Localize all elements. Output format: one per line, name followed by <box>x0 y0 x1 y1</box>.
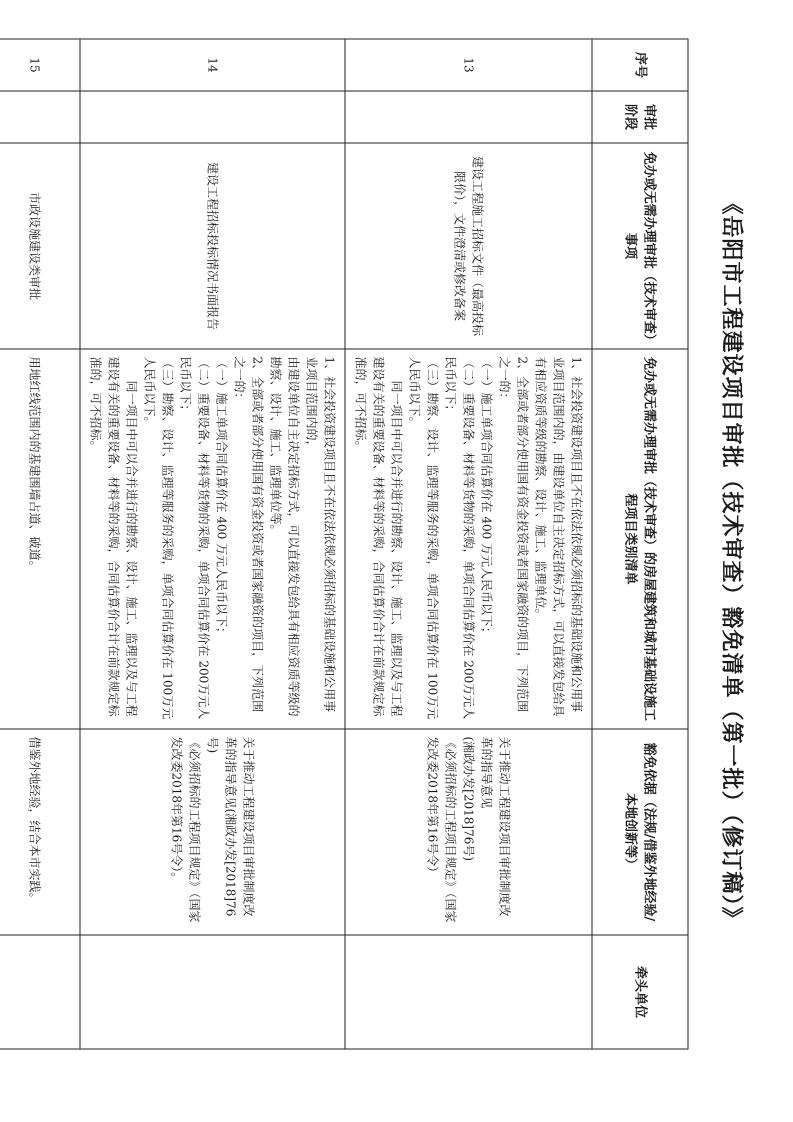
row-basis <box>345 729 592 935</box>
row-item: 市政设施建设类审批 <box>0 143 80 349</box>
category-line: （三）勘察、设计、监理等服务的采购，单项合同估算价在 100万元人民币以下。 <box>142 356 175 720</box>
header-basis: 豁免依据（法规/借鉴外地经验/本地创新等） <box>592 729 688 935</box>
category-line: 2、全部或者部分使用国有资金投资或者国家融资的项目，下列范围之一的： <box>497 356 530 713</box>
basis-line: 借鉴外地经验，结合本市实践。 <box>28 736 42 905</box>
category-line: （二）重要设备、材料等货物的采购，单项合同估算价在 200万元人民币以下； <box>178 356 211 720</box>
category-line: （二）重要设备、材料等货物的采购，单项合同估算价在 200万元人民币以下； <box>443 356 476 720</box>
header-row <box>592 39 688 1049</box>
row-index: 15 <box>0 39 80 91</box>
row-basis <box>80 729 345 935</box>
row-item: 建设工程招标投标情况书面报告 <box>80 143 345 349</box>
row-lead <box>80 935 345 1049</box>
exemption-table <box>0 39 689 1050</box>
row-index: 13 <box>345 39 592 91</box>
row-lead <box>345 935 592 1049</box>
basis-line: 关于推动工程建设项目审批制度改革的指导意见 <box>479 736 512 917</box>
row-stage <box>345 91 592 143</box>
category-line: 1、社会投资建设项目且不在依法依规必须招标的基础设施和公用事业项目范围内的，由建设单位自主决定招标方式，可以直接发包给具有相应资质等级的勘察、设计、施工、监理单位。 <box>533 356 584 717</box>
row-stage <box>0 91 80 143</box>
row-category <box>345 349 592 729</box>
table-row <box>80 39 345 1049</box>
category-line: 2、全部或者部分使用国有资金投资或者国家融资的项目，下列范围之一的： <box>232 356 265 713</box>
basis-line: 关于推动工程建设项目审批制度改革的指导意见(湘政办发[2018]76号) <box>205 736 256 917</box>
header-lead: 牵头单位 <box>592 935 688 1049</box>
row-item: 建设工程施工招标文件（最高投标限价），文件澄清或修改备案 <box>345 143 592 349</box>
table-row <box>345 39 592 1049</box>
category-line: 由建设单位自主决定招标方式，可以直接发包给具有相应资质等级的勘察、设计、施工、监理单位等。 <box>268 356 301 717</box>
basis-line: 《必须招标的工程项目规定》（国家发改委2018年第16号令）。 <box>169 736 202 923</box>
row-stage <box>80 91 345 143</box>
header-item: 免办或无需办理审批（技术审查）事项 <box>592 143 688 349</box>
table-row <box>0 39 80 1049</box>
category-line: （三）勘察、设计、监理等服务的采购，单项合同估算价在 100万元人民币以下。 <box>407 356 440 720</box>
header-category: 免办或无需办理审批（技术审查）的房屋建筑和城市基础设施工程项目类别清单 <box>592 349 688 729</box>
header-index: 序号 <box>592 39 688 91</box>
category-line: （一）施工单项合同估算价在 400 万元人民币以下； <box>479 356 494 640</box>
basis-line: (湘政办发[2018]76号) <box>461 736 476 862</box>
row-category <box>80 349 345 729</box>
row-index: 14 <box>80 39 345 91</box>
category-line: 1、社会投资建设项目且不在依法依规必须招标的基础设施和公用事业项目范围内的， <box>304 356 337 713</box>
row-lead <box>0 935 80 1049</box>
category-line: 同一项目中可以合并进行的勘察、设计、施工、监理以及与工程建设有关的重要设备、材料等的采购，合同估算价合计在前款规定标准的，可不招标。 <box>353 356 404 717</box>
header-stage: 审批阶段 <box>592 91 688 143</box>
document-title: 《岳阳市工程建设项目审批（技术审查）豁免清单（第一批）（修订稿）》 <box>718 192 745 930</box>
row-basis <box>0 729 80 935</box>
category-line: （一）施工单项合同估算价在 400 万元人民币以下； <box>214 356 229 640</box>
category-line: 同一项目中可以合并进行的勘察、设计、施工、监理以及与工程建设有关的重要设备、材料等的采购，合同估算价合计在前款规定标准的，可不招标。 <box>88 356 139 717</box>
row-category <box>0 349 80 729</box>
rotated-sheet <box>23 39 771 1084</box>
basis-line: 《必须招标的工程项目规定》（国家发改委2018年第16号令） <box>425 736 458 923</box>
category-line: 用地红线范围内的基建围墙占道、破道。 <box>28 356 42 573</box>
